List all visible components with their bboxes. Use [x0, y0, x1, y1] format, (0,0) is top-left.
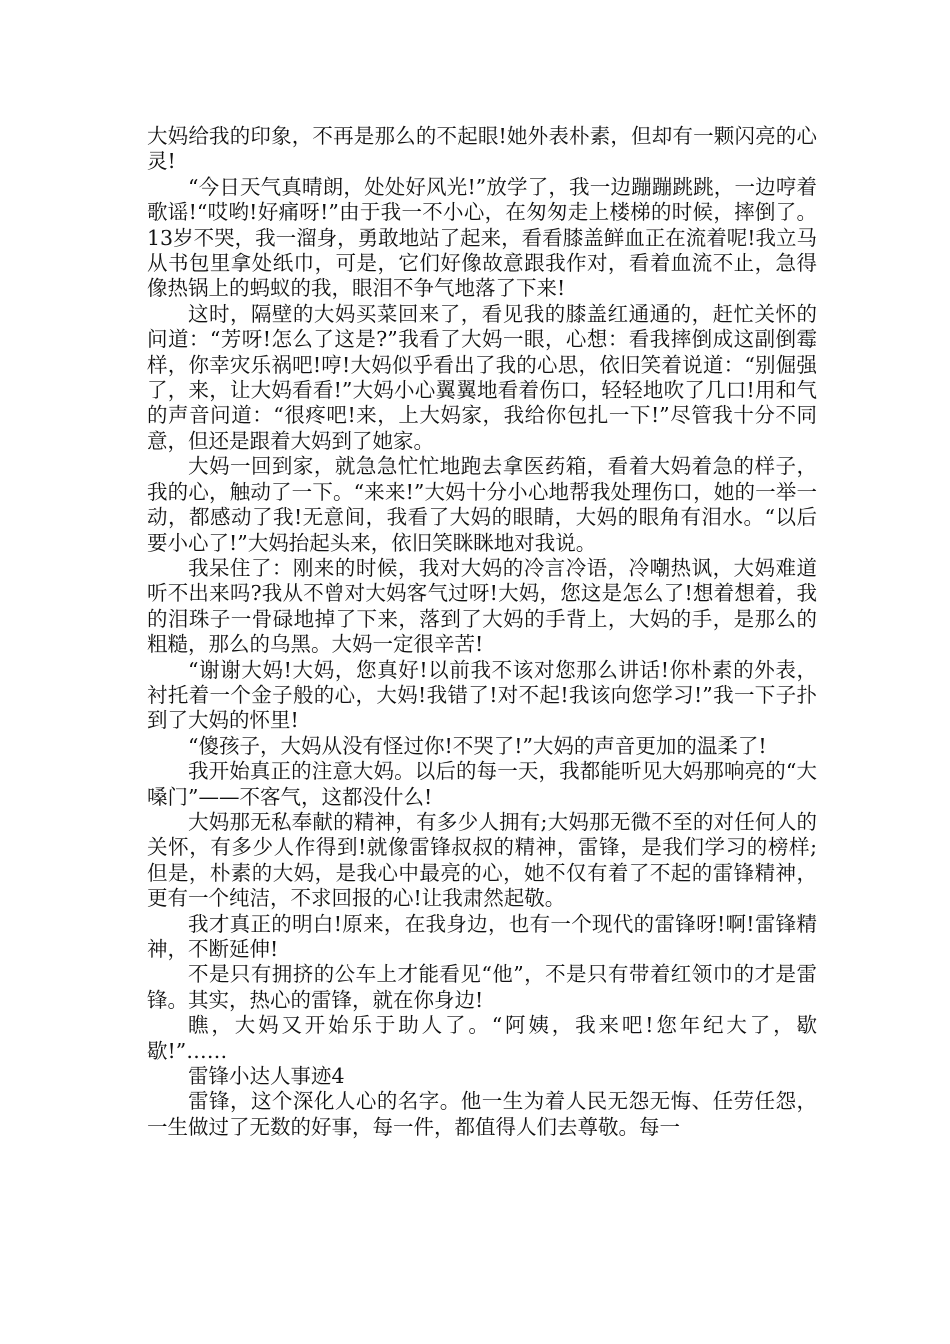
paragraph: “谢谢大妈!大妈，您真好!以前我不该对您那么讲话!你朴素的外表，衬托着一个金子般的心，大妈!我错了!对不起!我该向您学习!”我一下子扑到了大妈的怀里! — [147, 657, 817, 733]
paragraph: 不是只有拥挤的公车上才能看见“他”，不是只有带着红领巾的才是雷锋。其实，热心的雷锋，就在你身边! — [147, 962, 817, 1012]
paragraph: 大妈给我的印象，不再是那么的不起眼!她外表朴素，但却有一颗闪亮的心灵! — [147, 124, 817, 174]
document-body — [147, 124, 817, 1140]
paragraph: 大妈那无私奉献的精神，有多少人拥有;大妈那无微不至的对任何人的关怀，有多少人作得到!就像雷锋叔叔的精神，雷锋，是我们学习的榜样;但是，朴素的大妈，是我心中最亮的心，她不仅有着了不起的雷锋精神，更有一个纯洁，不求回报的心!让我肃然起敬。 — [147, 809, 817, 911]
paragraph: 我呆住了：刚来的时候，我对大妈的冷言冷语，冷嘲热讽，大妈难道听不出来吗?我从不曾对大妈客气过呀!大妈，您这是怎么了!想着想着，我的泪珠子一骨碌地掉了下来，落到了大妈的手背上，大妈的手，是那么的粗糙，那么的乌黑。大妈一定很辛苦! — [147, 555, 817, 657]
section-heading: 雷锋小达人事迹4 — [188, 1064, 345, 1089]
paragraph: 这时，隔壁的大妈买菜回来了，看见我的膝盖红通通的，赶忙关怀的问道：“芳呀!怎么了这是?”我看了大妈一眼，心想：看我摔倒成这副倒霉样，你幸灾乐祸吧!哼!大妈似乎看出了我的心思，依旧笑着说道：“别倔强了，来，让大妈看看!”大妈小心翼翼地看着伤口，轻轻地吹了几口!用和气的声音问道：“很疼吧!来，上大妈家，我给你包扎一下!”尽管我十分不同意，但还是跟着大妈到了她家。 — [147, 301, 817, 453]
paragraph: 我才真正的明白!原来，在我身边，也有一个现代的雷锋呀!啊!雷锋精神，不断延伸! — [147, 911, 817, 961]
paragraph: 我开始真正的注意大妈。以后的每一天，我都能听见大妈那响亮的“大嗓门”——不客气，这都没什么! — [147, 759, 817, 809]
paragraph: 雷锋，这个深化人心的名字。他一生为着人民无怨无悔、任劳任怨，一生做过了无数的好事，每一件，都值得人们去尊敬。每一 — [147, 1089, 817, 1139]
paragraph: “今日天气真晴朗，处处好风光!”放学了，我一边蹦蹦跳跳，一边哼着歌谣!“哎哟!好痛呀!”由于我一不小心，在匆匆走上楼梯的时候，摔倒了。13岁不哭，我一溜身，勇敢地站了起来，看看膝盖鲜血正在流着呢!我立马从书包里拿处纸巾，可是，它们好像故意跟我作对，看着血流不止，急得像热锅上的蚂蚁的我，眼泪不争气地落了下来! — [147, 174, 817, 301]
paragraph: 大妈一回到家，就急急忙忙地跑去拿医药箱，看着大妈着急的样子，我的心，触动了一下。“来来!”大妈十分小心地帮我处理伤口，她的一举一动，都感动了我!无意间，我看了大妈的眼睛，大妈的眼角有泪水。“以后要小心了!”大妈抬起头来，依旧笑眯眯地对我说。 — [147, 454, 817, 555]
paragraph: 瞧，大妈又开始乐于助人了。“阿姨，我来吧!您年纪大了，歇歇!”…… — [147, 1013, 817, 1063]
paragraph: “傻孩子，大妈从没有怪过你!不哭了!”大妈的声音更加的温柔了! — [188, 733, 767, 758]
